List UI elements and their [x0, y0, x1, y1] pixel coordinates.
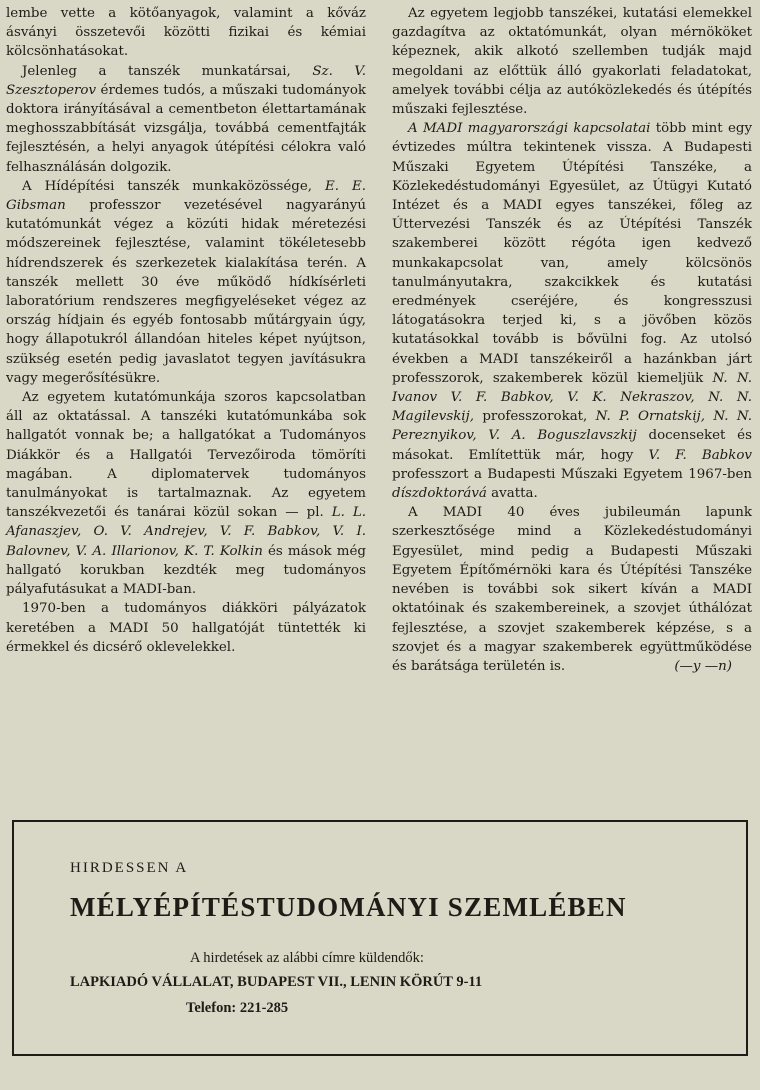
person-names: N. N. Ivanov V. F. Babkov, V. K. Nekraszov, N. N. Magilevskij, — [392, 370, 752, 425]
person-name: V. F. Babkov — [648, 447, 752, 463]
paragraph-jubilee: A MADI 40 éves jubileumán lapunk szerkesztősége mind a Közlekedéstudományi Egyesület, mind pedig a Budapesti Műszaki Egyetem Építőmérnöki kara és Útépítési Tanszéke nevében is további sok sikert kíván a MADI oktatóinak és szakembereinek, a szovjet úthálózat fejlesztése, a szovjet szakemberek képzése, s a szovjet és a magyar szakemberek együttműködése és barátsága területén is. (—y —n) — [392, 503, 752, 676]
left-column — [6, 4, 366, 657]
author-signature: (—y —n) — [674, 658, 732, 674]
person-names: N. P. Ornatskij, N. N. Pereznyikov, V. A. Boguszlavszkij — [392, 409, 752, 444]
ad-address: LAPKIADÓ VÁLLALAT, BUDAPEST VII., LENIN KÖRÚT 9-11 — [70, 974, 483, 990]
honorary-title: díszdoktorává — [392, 486, 487, 502]
advertisement-box — [12, 820, 748, 1056]
paragraph-continuation: lembe vette a kötőanyagok, valamint a kőváz ásványi összetevői közötti fizikai és kémiai kölcsönhatásokat. — [6, 6, 366, 60]
paragraph-departments: Az egyetem legjobb tanszékei, kutatási elemekkel gazdagítva az oktatómunkát, olyan mérnököket képeznek, akik alkotó szellemben tudják majd megoldani az előttük álló gyakorlati feladatokat, amelyek további célja az autóközlekedés és útépítés műszaki fejlesztése. — [392, 6, 752, 118]
right-column — [392, 4, 752, 676]
person-names: L. L. Afanaszjev, O. V. Andrejev, V. F. Babkov, V. I. Balovnev, V. A. Illarionov, K. T. Kolkin — [6, 505, 366, 559]
ad-journal-title: MÉLYÉPÍTÉSTUDOMÁNYI SZEMLÉBEN — [70, 892, 627, 922]
person-name: E. E. Gibsman — [6, 178, 366, 214]
ad-heading: HIRDESSEN A — [70, 860, 189, 876]
ad-phone: Telefon: 221-285 — [186, 1000, 289, 1016]
ad-instruction: A hirdetések az alábbi címre küldendők: — [190, 950, 424, 966]
paragraph-bridge-department: A Hídépítési tanszék munkaközössége, E. E. Gibsman professzor vezetésével nagyarányú kutatómunkát végez a közúti hidak méretezési módszereinek fejlesztése, valamint tökéletesebb hídrendszerek és szerkezetek kialakítása terén. A tanszék mellett 30 éve működő hídkísérleti laboratórium rendszeres megfigyeléseket végez az ország hídjain és egyéb fontosabb műtárgyain úgy, hogy állapotukról állandóan hiteles képet nyújtson, szükség esetén pedig javaslatot tegyen javításukra vagy megerősítésükre. — [6, 178, 366, 386]
paragraph-road-materials: Jelenleg a tanszék munkatársai, Sz. V. Szesztoperov érdemes tudós, a műszaki tudományok doktora irányításával a cementbeton élettartamának meghosszabbítását vizsgálja, továbbá cementfajták fejlesztésén, a helyi anyagok útépítési célokra való felhasználásán dolgozik. — [6, 63, 367, 175]
paragraph-research-education: Az egyetem kutatómunkája szoros kapcsolatban áll az oktatással. A tanszéki kutatómunkába sok hallgatót vonnak be; a hallgatókat a Tudományos Diákkör és a Hallgatói Tervezőiroda tömöríti magában. A diplomatervek tudományos tanulmányokat is tartalmaznak. Az egyetem tanszékvezetői és tanárai közül sokan — pl. L. L. Afanaszjev, O. V. Andrejev, V. F. Babkov, V. I. Balovnev, V. A. Illarionov, K. T. Kolkin és mások még hallgató korukban kezdték meg tudományos pályafutásukat a MADI-ban. — [6, 390, 366, 598]
paragraph-student-awards: 1970-ben a tudományos diákköri pályázatok keretében a MADI 50 hallgatóját tüntették ki érmekkel és dicsérő oklevelekkel. — [6, 601, 366, 655]
person-name: Sz. V. Szesztoperov — [6, 63, 367, 98]
section-lead: A MADI magyarországi kapcsolatai — [408, 121, 651, 137]
paragraph-hungarian-relations: A MADI magyarországi kapcsolatai több mint egy évtizedes múltra tekintenek vissza. A Budapesti Műszaki Egyetem Útépítési Tanszéke, a Közlekedéstudományi Egyesület, az Útügyi Kutató Intézet és a MADI egyes tanszékei, főleg az Úttervezési Tanszék és az Útépítési Tanszék szakemberei között régóta igen kedvező munkakapcsolat van, amely kölcsönös tanulmányutakra, szakcikkek és kutatási eredmények cseréjére, és kongresszusi látogatásokra terjed ki, s a jövőben közös kutatásokkal tovább is bővülni fog. Az utolsó években a MADI tanszékeiről a hazánkban járt professzorok, szakemberek közül kiemeljük N. N. Ivanov V. F. Babkov, V. K. Nekraszov, N. N. Magilevskij, professzorokat, N. P. Ornatskij, N. N. Pereznyikov, V. A. Boguszlavszkij docenseket és másokat. Említettük már, hogy V. F. Babkov professzort a Budapesti Műszaki Egyetem 1967-ben díszdoktorává avatta. — [392, 121, 753, 502]
